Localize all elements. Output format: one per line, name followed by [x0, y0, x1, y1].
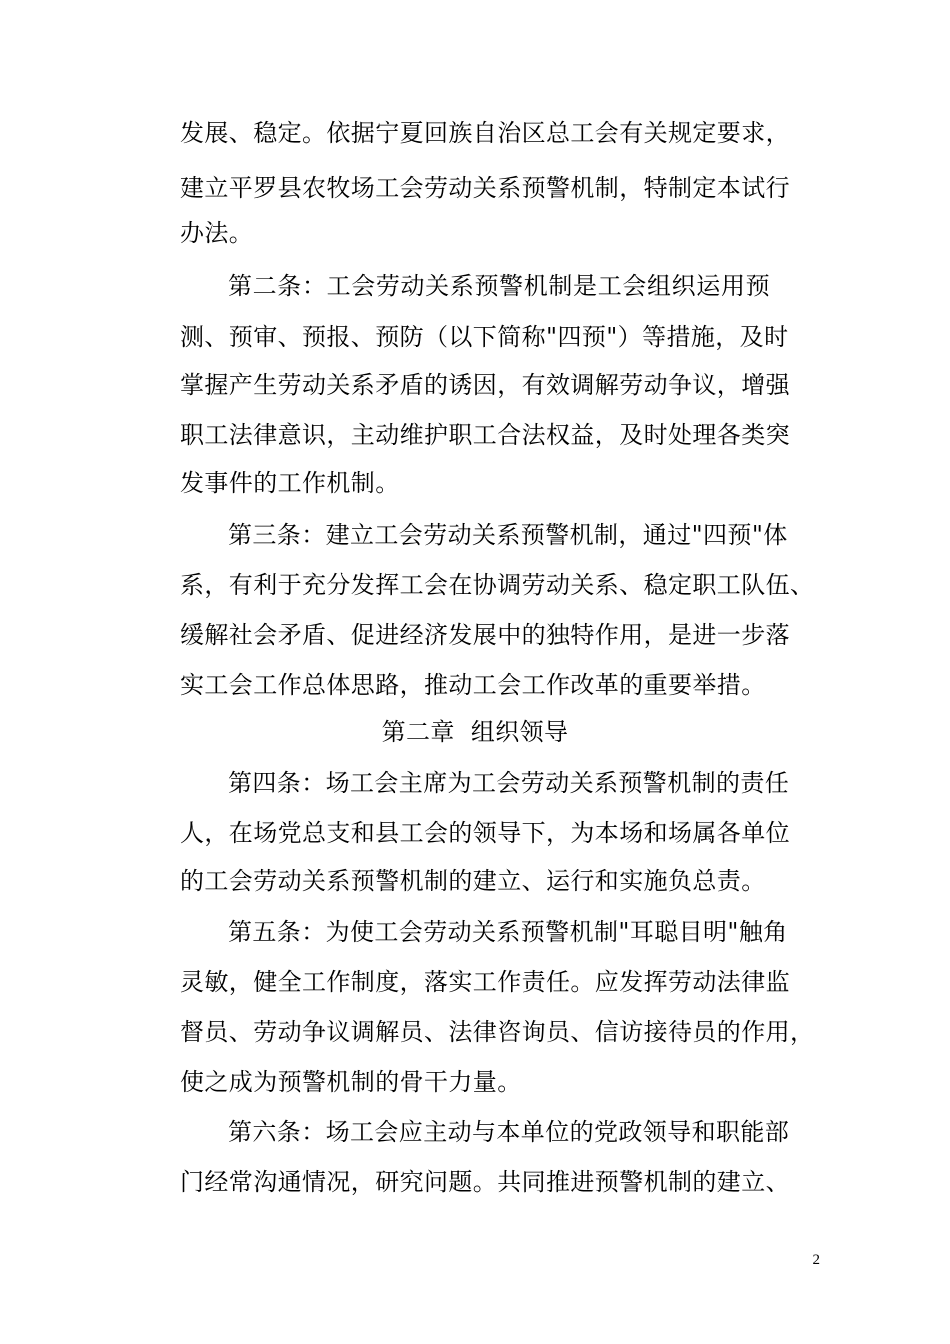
article-5-first-line: 第五条：为使工会劳动关系预警机制"耳聪目明"触角: [228, 918, 788, 946]
text-line: 督员、劳动争议调解员、法律咨询员、信访接待员的作用，: [180, 1018, 815, 1046]
text-line: 缓解社会矛盾、促进经济发展中的独特作用，是进一步落: [180, 621, 790, 649]
text-line: 系，有利于充分发挥工会在协调劳动关系、稳定职工队伍、: [180, 571, 815, 599]
article-4-first-line: 第四条：场工会主席为工会劳动关系预警机制的责任: [228, 769, 790, 797]
article-6-first-line: 第六条：场工会应主动与本单位的党政领导和职能部: [228, 1118, 790, 1146]
page-number: 2: [812, 1252, 820, 1268]
text-line: 门经常沟通情况，研究问题。共同推进预警机制的建立、: [180, 1168, 790, 1196]
article-3-first-line: 第三条：建立工会劳动关系预警机制，通过"四预"体: [228, 521, 788, 549]
text-line: 办法。: [180, 219, 254, 247]
article-2-first-line: 第二条：工会劳动关系预警机制是工会组织运用预: [228, 272, 770, 300]
text-line: 建立平罗县农牧场工会劳动关系预警机制，特制定本试行: [180, 174, 790, 202]
text-line: 掌握产生劳动关系矛盾的诱因，有效调解劳动争议，增强: [180, 371, 790, 399]
text-line: 人，在场党总支和县工会的领导下，为本场和场属各单位: [180, 819, 790, 847]
text-line: 灵敏，健全工作制度，落实工作责任。应发挥劳动法律监: [180, 968, 790, 996]
text-line: 的工会劳动关系预警机制的建立、运行和实施负总责。: [180, 867, 766, 895]
text-line: 发展、稳定。依据宁夏回族自治区总工会有关规定要求，: [180, 119, 790, 147]
text-line: 发事件的工作机制。: [180, 469, 400, 497]
text-line: 测、预审、预报、预防（以下简称"四预"）等措施，及时: [180, 323, 789, 351]
chapter-heading: 第二章 组织领导: [381, 718, 569, 746]
text-line: 职工法律意识，主动维护职工合法权益，及时处理各类突: [180, 421, 790, 449]
text-line: 实工会工作总体思路，推动工会工作改革的重要举措。: [180, 671, 766, 699]
text-line: 使之成为预警机制的骨干力量。: [180, 1068, 522, 1096]
